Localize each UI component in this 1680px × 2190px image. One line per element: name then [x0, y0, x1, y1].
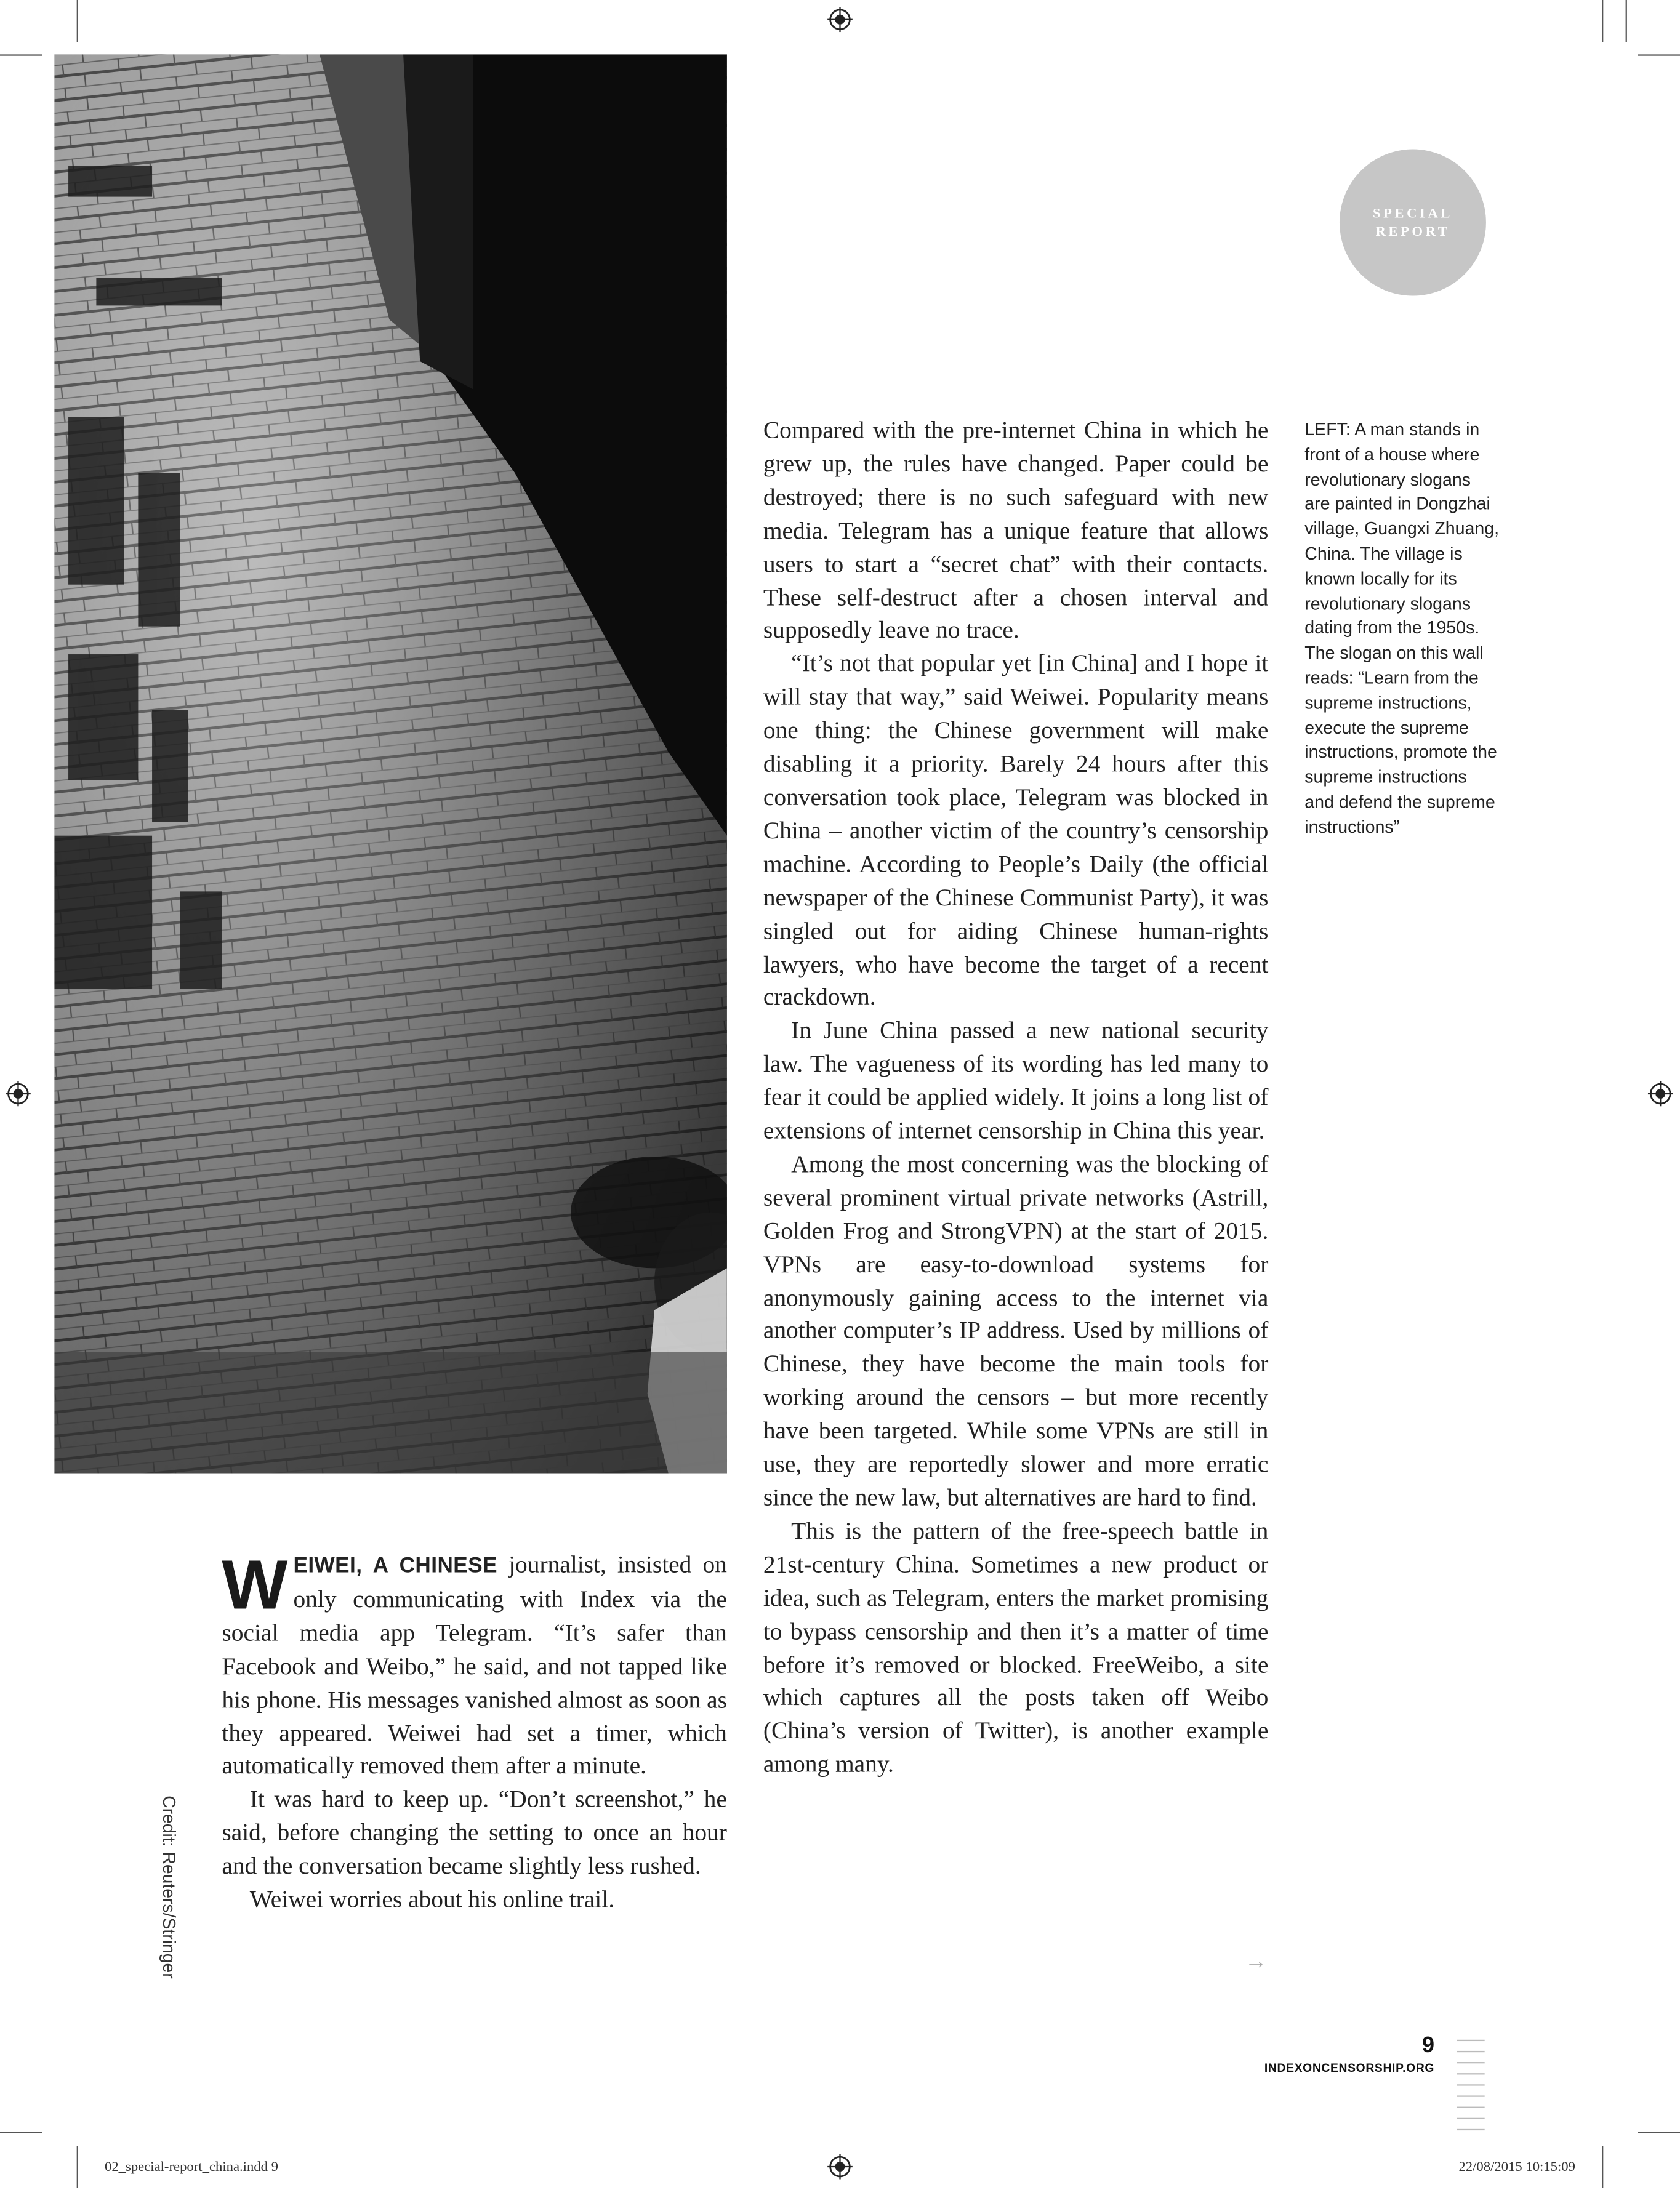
- article-paragraph: Weiwei worries about his online trail.: [249, 1885, 615, 1913]
- article-paragraph: It was hard to keep up. “Don’t screenshot,” he said, before changing the setting to once an hour and the conversation became slightly less rushed.: [222, 1784, 727, 1880]
- registration-mark-icon: [827, 7, 853, 32]
- registration-mark-icon: [1648, 1081, 1673, 1107]
- crop-mark: [77, 0, 78, 42]
- file-slug: 02_special-report_china.indd 9: [104, 2159, 278, 2175]
- edge-rule: [1457, 2062, 1484, 2063]
- badge-line-2: REPORT: [1375, 223, 1450, 239]
- paragraph-text: journalist, insisted on only communicating with Index via the social media app Telegram. “It’s safer than Facebook and Weibo,” he said, and not tapped like his phone. His messages vanished almost as soon as they appeared. Weiwei had set a timer, which automatically removed them after a minute.: [222, 1550, 727, 1779]
- site-url: INDEXONCENSORSHIP.ORG: [1264, 2060, 1435, 2075]
- edge-rule: [1457, 2118, 1484, 2119]
- article-paragraph: Compared with the pre-internet China in which he grew up, the rules have changed. Paper could be destroyed; there is no such safeguard with new media. Telegram has a unique feature that allows users to start a “secret chat” with their contacts. These self-destruct after a chosen interval and supposedly leave no trace.: [763, 415, 1269, 644]
- article-paragraph: In June China passed a new national security law. The vagueness of its wording has led many to fear it could be applied widely. It joins a long list of extensions of internet censorship in China this year.: [763, 1016, 1269, 1144]
- edge-rule: [1457, 2051, 1484, 2052]
- edge-rule: [1457, 2073, 1484, 2074]
- continue-arrow-icon: →: [1244, 1950, 1268, 1975]
- special-report-badge: [1340, 150, 1486, 296]
- crop-mark: [1638, 2132, 1680, 2133]
- brick-wall-photo: [54, 54, 727, 1473]
- edge-rule: [1457, 2095, 1484, 2096]
- registration-mark-icon: [827, 2154, 853, 2180]
- crop-mark: [1638, 54, 1680, 55]
- crop-mark: [1602, 0, 1603, 42]
- lead-in: EIWEI, A CHINESE: [293, 1554, 497, 1578]
- print-timestamp: 22/08/2015 10:15:09: [1458, 2159, 1576, 2175]
- crop-mark: [1626, 0, 1627, 42]
- badge-line-1: SPECIAL: [1372, 206, 1453, 222]
- edge-rule: [1457, 2129, 1484, 2130]
- edge-rule: [1457, 2040, 1484, 2041]
- crop-mark: [0, 54, 42, 55]
- edge-rule: [1457, 2084, 1484, 2085]
- drop-cap: W: [222, 1546, 288, 1624]
- photo-caption: LEFT: A man stands in front of a house where revolutionary slogans are painted in Dongzhai village, Guangxi Zhuang, China. The village is known locally for its revolutionary slogans dating from the 1950s. The slogan on this wall reads: “Learn from the supreme instructions, execute the supreme instructions, promote the supreme instructions and defend the supreme instructions”: [1304, 420, 1500, 837]
- article-column-1: [222, 1546, 727, 1917]
- crop-mark: [77, 2146, 78, 2188]
- photo-credit: Credit: Reuters/Stringer: [159, 1795, 179, 1979]
- article-paragraph: “It’s not that popular yet [in China] and I hope it will stay that way,” said Weiwei. Popularity means one thing: the Chinese government will make disabling it a priority. Barely 24 hours after this conversation took place, Telegram was blocked in China – another victim of the country’s censorship machine. According to People’s Daily (the official newspaper of the Chinese Communist Party), it was singled out for aiding Chinese human-rights lawyers, who have become the target of a recent crackdown.: [763, 649, 1269, 1011]
- article-column-2: [763, 414, 1269, 1782]
- page-number: 9: [1421, 2034, 1435, 2058]
- article-paragraph: [222, 1546, 727, 1784]
- article-paragraph: Among the most concerning was the blocking of several prominent virtual private networks (Astrill, Golden Frog and StrongVPN) at the start of 2015. VPNs are easy-to-download systems for anonymously gaining access to the internet via another computer’s IP address. Used by millions of Chinese, they have become the main tools for working around the censors – but more recently have been targeted. While some VPNs are still in use, they are reportedly slower and more erratic since the new law, but alternatives are hard to find.: [763, 1149, 1269, 1511]
- edge-rule: [1457, 2107, 1484, 2108]
- crop-mark: [0, 2132, 42, 2133]
- registration-mark-icon: [6, 1081, 31, 1107]
- crop-mark: [1602, 2146, 1603, 2188]
- brick-wall-image: [54, 54, 727, 1473]
- article-paragraph: This is the pattern of the free-speech battle in 21st-century China. Sometimes a new product or idea, such as Telegram, enters the market promising to bypass censorship and then it’s a matter of time before it’s removed or blocked. FreeWeibo, a site which captures all the posts taken off Weibo (China’s version of Twitter), is another example among many.: [763, 1516, 1269, 1778]
